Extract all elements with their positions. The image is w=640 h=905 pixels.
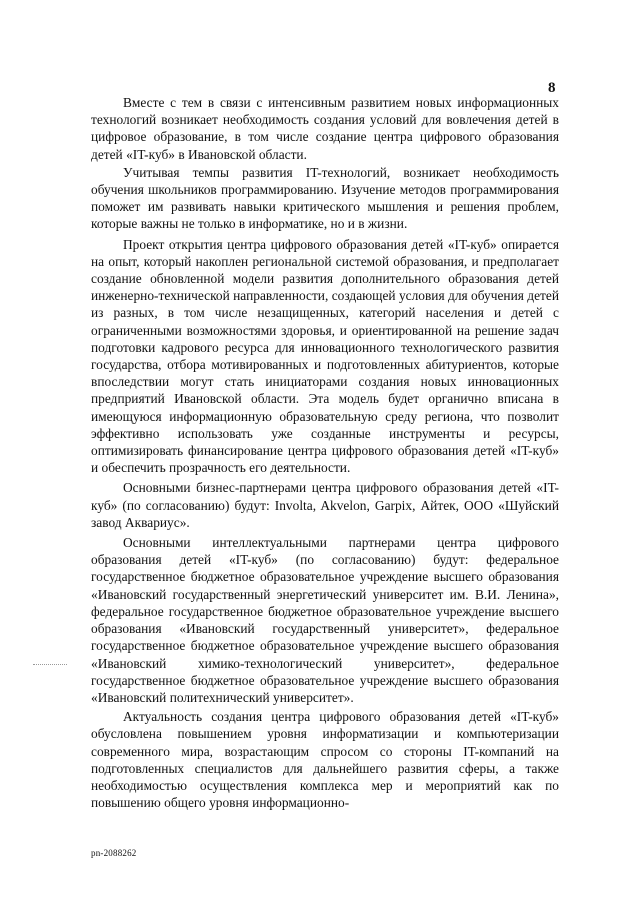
paragraph: Вместе с тем в связи с интенсивным развитием новых информационных технологий возникает необходимость создания условий для вовлечения детей в цифровое образование, в том числе создание центра цифрового образования детей «IT-куб» в Ивановской области. xyxy=(91,95,559,162)
paragraph: Основными интеллектуальными партнерами центра цифрового образования детей «IT-куб» (по согласованию) будут: федеральное государственное бюджетное образовательное учреждение высшего образования «Ивановский государственный энергетический университет им. В.И. Ленина», федеральное государственное бюджетное образовательное учреждение высшего образования «Ивановский государственный университет», федеральное государственное бюджетное образовательное учреждение высшего образования «Ивановский химико-технологический университет», федеральное государственное бюджетное образовательное учреждение высшего образования «Ивановский политехнический университет». xyxy=(91,535,559,705)
paragraph: Основными бизнес-партнерами центра цифрового образования детей «IT-куб» (по согласованию) будут: Involta, Akvelon, Garpix, Айтек, ООО «Шуйский завод Аквариус». xyxy=(91,480,559,530)
page-number: 8 xyxy=(548,80,556,96)
margin-scan-marks xyxy=(33,664,67,666)
paragraph: Актуальность создания центра цифрового образования детей «IT-куб» обусловлена повышением уровня информатизации и компьютеризации современного мира, возрастающим спросом со стороны IT-компаний на подготовленных специалистов для дальнейшего развития сферы, а также необходимостью осуществления комплекса мер и мероприятий как по повышению общего уровня информационно- xyxy=(91,709,559,811)
paragraph: Учитывая темпы развития IT-технологий, возникает необходимость обучения школьников программированию. Изучение методов программирования поможет им развивать навыки критического мышления и решения проблем, которые важны не только в информатике, но и в жизни. xyxy=(91,164,559,232)
document-body xyxy=(91,94,559,811)
document-code: pn-2088262 xyxy=(91,848,137,858)
paragraph: Проект открытия центра цифрового образования детей «IT-куб» опирается на опыт, который накоплен региональной системой образования, и предполагает создание обновленной модели развития дополнительного образования детей инженерно-технической направленности, создающей условия для обучения детей из разных, в том числе незащищенных, категорий населения и детей с ограниченными возможностями здоровья, и ориентированной на решение задач подготовки кадрового ресурса для инновационного технологического развития государства, отбора мотивированных и подготовленных абитуриентов, которые впоследствии могут стать инициаторами создания новых инновационных предприятий Ивановской области. Эта модель будет органично вписана в имеющуюся информационную образовательную среду региона, что позволит эффективно использовать уже созданные инструменты и ресурсы, оптимизировать финансирование центра цифрового образования детей «IT-куб» и обеспечить прозрачность его деятельности. xyxy=(91,236,559,476)
